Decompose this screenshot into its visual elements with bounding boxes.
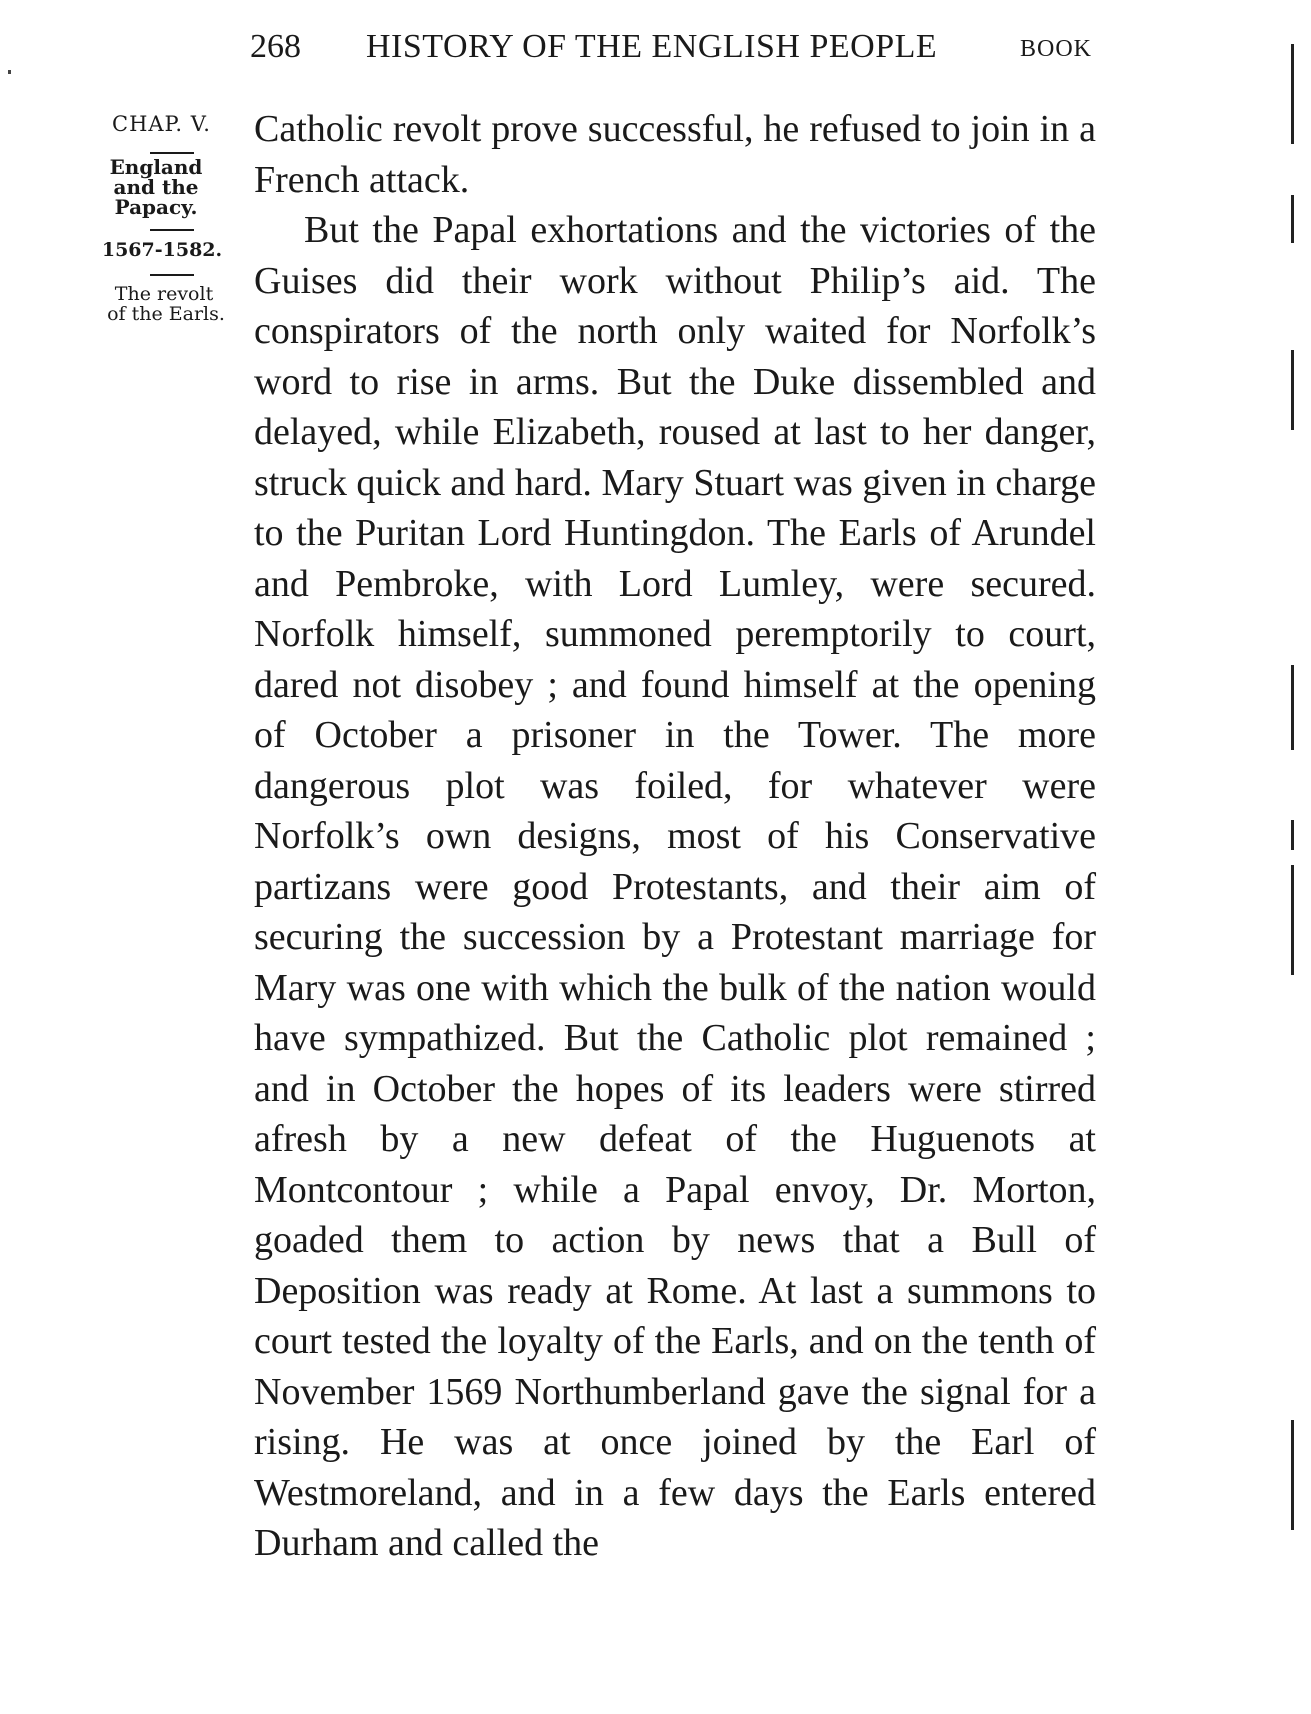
page-number: 268 xyxy=(250,28,301,65)
scan-edge-mark xyxy=(1291,865,1294,975)
running-title: HISTORY OF THE ENGLISH PEOPLE xyxy=(366,28,938,65)
scan-edge-mark xyxy=(1291,820,1294,850)
margin-topic-line2: of the Earls. xyxy=(107,303,225,325)
scan-edge-mark xyxy=(1291,195,1294,243)
margin-chapter: CHAP. V. xyxy=(112,112,211,136)
scan-edge-mark xyxy=(1291,665,1294,750)
scan-edge-mark xyxy=(1291,44,1294,144)
margin-divider xyxy=(150,274,194,276)
margin-section-line1: England xyxy=(109,155,203,179)
running-header xyxy=(0,28,1311,78)
margin-section-line2: and the xyxy=(113,175,199,199)
scan-edge-mark xyxy=(1291,1420,1294,1530)
scan-speck xyxy=(8,70,11,74)
book-label: BOOK xyxy=(1020,36,1093,62)
paragraph-2: But the Papal exhortations and the victories of the Guises did their work without Philip’s aid. The conspirators of the north only waited for Norfolk’s word to rise in arms. But the Duke dissembled and delayed, while Elizabeth, roused at last to her danger, struck quick and hard. Mary Stuart was given in charge to the Puritan Lord Huntingdon. The Earls of Arundel and Pembroke, with Lord Lumley, were secured. Norfolk himself, summoned peremptorily to court, dared not disobey ; and found himself at the opening of October a prisoner in the Tower. The more dangerous plot was foiled, for whatever were Norfolk’s own designs, most of his Conservative partizans were good Protestants, and their aim of securing the succession by a Protestant marriage for Mary was one with which the bulk of the nation would have sympathized. But the Catholic plot remained ; and in October the hopes of its leaders were stirred afresh by a new defeat of the Huguenots at Montcontour ; while a Papal envoy, Dr. Morton, goaded them to action by news that a Bull of Deposition was ready at Rome. At last a summons to court tested the loyalty of the Earls, and on the tenth of November 1569 Northumberland gave the signal for a rising. He was at once joined by the Earl of Westmoreland, and in a few days the Earls entered Durham and called the xyxy=(254,209,1096,1564)
margin-dates: 1567-1582. xyxy=(101,239,223,261)
margin-section-line3: Papacy. xyxy=(114,195,198,219)
margin-divider xyxy=(150,229,194,231)
margin-divider xyxy=(150,152,194,154)
paragraph-1: Catholic revolt prove successful, he refused to join in a French attack. xyxy=(254,108,1096,201)
body-text xyxy=(254,104,1096,1569)
scan-edge-mark xyxy=(1291,350,1294,430)
margin-topic-line1: The revolt xyxy=(114,283,214,305)
